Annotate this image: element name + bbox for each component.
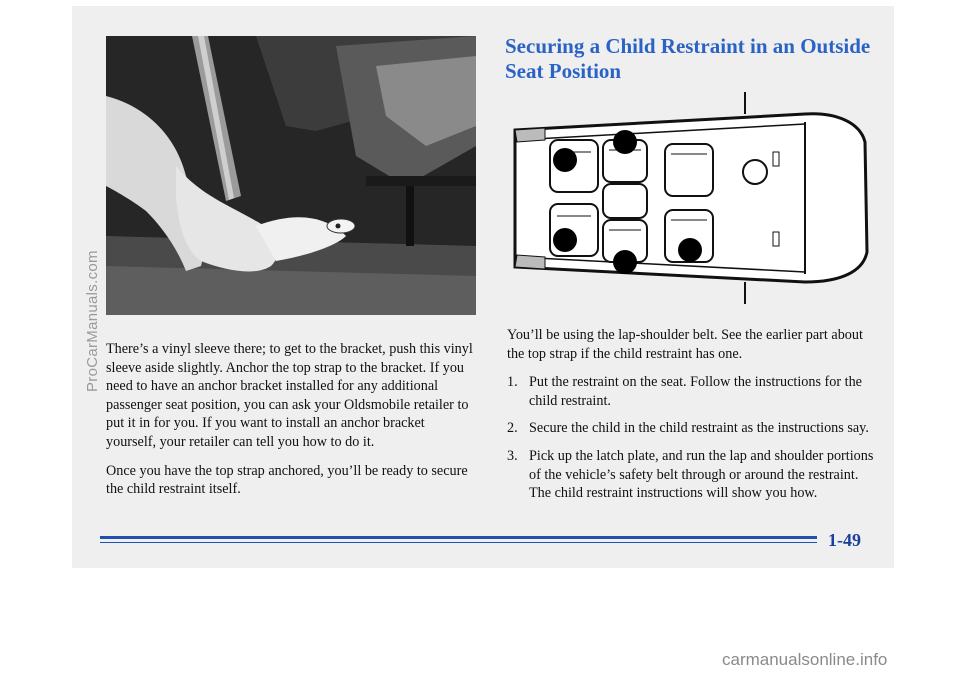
list-item: [507, 419, 877, 438]
footer-rule: [100, 536, 817, 539]
footer-rule-thin: [100, 542, 817, 543]
paragraph-vinyl-sleeve: There’s a vinyl sleeve there; to get to the bracket, push this vinyl sleeve aside slightly. Anchor the top strap to the bracket. If you need to have an anchor bracket installed for any additional passenger seat position, you can ask your Oldsmobile retailer to put it in for you. If you want to install an anchor bracket yourself, your retailer can tell you how to do it.: [106, 341, 473, 450]
list-item: [507, 373, 877, 410]
section-heading: Securing a Child Restraint in an Outside Seat Position: [505, 34, 871, 83]
footer-watermark: carmanualsonline.info: [722, 650, 888, 669]
side-watermark: ProCarManuals.com: [84, 250, 101, 392]
right-column-text: [507, 326, 877, 512]
step-number: 2.: [507, 420, 518, 437]
step-text: Pick up the latch plate, and run the lap and shoulder portions of the vehicle’s safety belt through or around the restraint. The child restraint instructions will show you how.: [529, 447, 874, 502]
step-text: Secure the child in the child restraint as the instructions say.: [529, 420, 869, 437]
instruction-steps: [507, 373, 877, 503]
vehicle-seating-diagram: [505, 92, 875, 304]
intro-paragraph: You’ll be using the lap-shoulder belt. See the earlier part about the top strap if the child restraint has one.: [507, 327, 863, 362]
list-item: [507, 447, 877, 503]
paragraph-top-strap-anchored: Once you have the top strap anchored, you’ll be ready to secure the child restraint itself.: [106, 462, 468, 498]
left-column-text: [106, 340, 478, 509]
anchor-bracket-photo: [106, 36, 476, 315]
step-number: 1.: [507, 374, 518, 391]
step-number: 3.: [507, 447, 518, 464]
page-number: 1-49: [828, 530, 861, 550]
step-text: Put the restraint on the seat. Follow the instructions for the child restraint.: [529, 374, 862, 409]
